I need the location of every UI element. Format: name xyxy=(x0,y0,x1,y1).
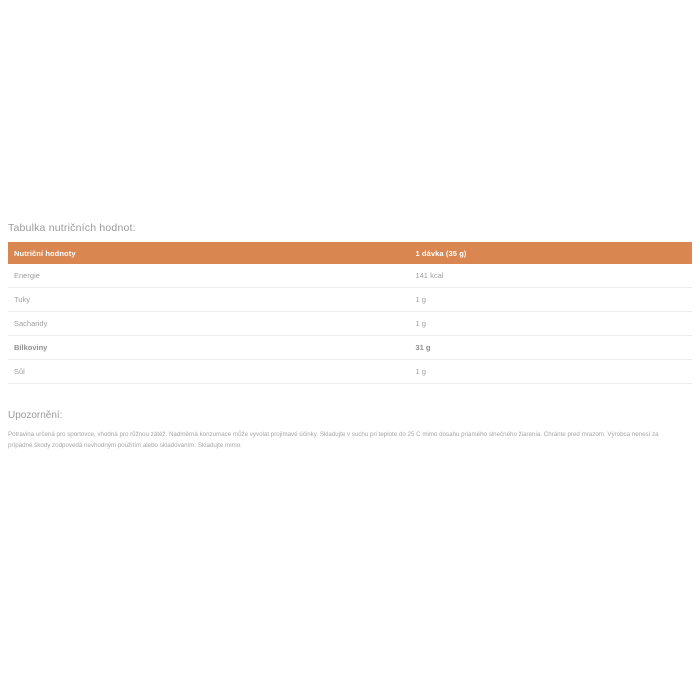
nutrient-value: 1 g xyxy=(409,288,692,312)
notice-section xyxy=(8,410,692,452)
nutrition-section xyxy=(8,222,692,452)
column-header-serving: 1 dávka (35 g) xyxy=(409,242,692,264)
column-header-nutrient: Nutriční hodnoty xyxy=(8,242,409,264)
table-row xyxy=(8,288,692,312)
notice-title: Upozornění: xyxy=(8,410,63,421)
nutrition-table xyxy=(8,242,692,384)
nutrient-name: Tuky xyxy=(8,288,409,312)
nutrient-name: Sůl xyxy=(8,360,409,384)
nutrient-name: Energie xyxy=(8,264,409,288)
nutrient-value: 1 g xyxy=(409,360,692,384)
nutrient-name: Sacharidy xyxy=(8,312,409,336)
table-row xyxy=(8,360,692,384)
table-header-row xyxy=(8,242,692,264)
nutrient-value: 31 g xyxy=(409,336,692,360)
page-title: Tabulka nutričních hodnot: xyxy=(8,222,136,234)
notice-body: Potravina určená pro sportovce, vhodná pro růžnou zátěž. Nadměrná konzumace může vyvolat projimavé účinky. Skladujte v suchu pri teplote do 25 C mimo dosahu priamého slnečného žiarenia. Chránte pred mrazom. Výrobca nenesí za prípadné škody zodpovedá nevhodným použitím alebo skladovaním. Skladujte mimo. xyxy=(8,431,659,449)
nutrient-name: Bílkoviny xyxy=(8,336,409,360)
table-row xyxy=(8,264,692,288)
table-header xyxy=(8,242,692,264)
table-row xyxy=(8,312,692,336)
nutrient-value: 1 g xyxy=(409,312,692,336)
table-row xyxy=(8,336,692,360)
nutrient-value: 141 kcal xyxy=(409,264,692,288)
table-body xyxy=(8,264,692,384)
